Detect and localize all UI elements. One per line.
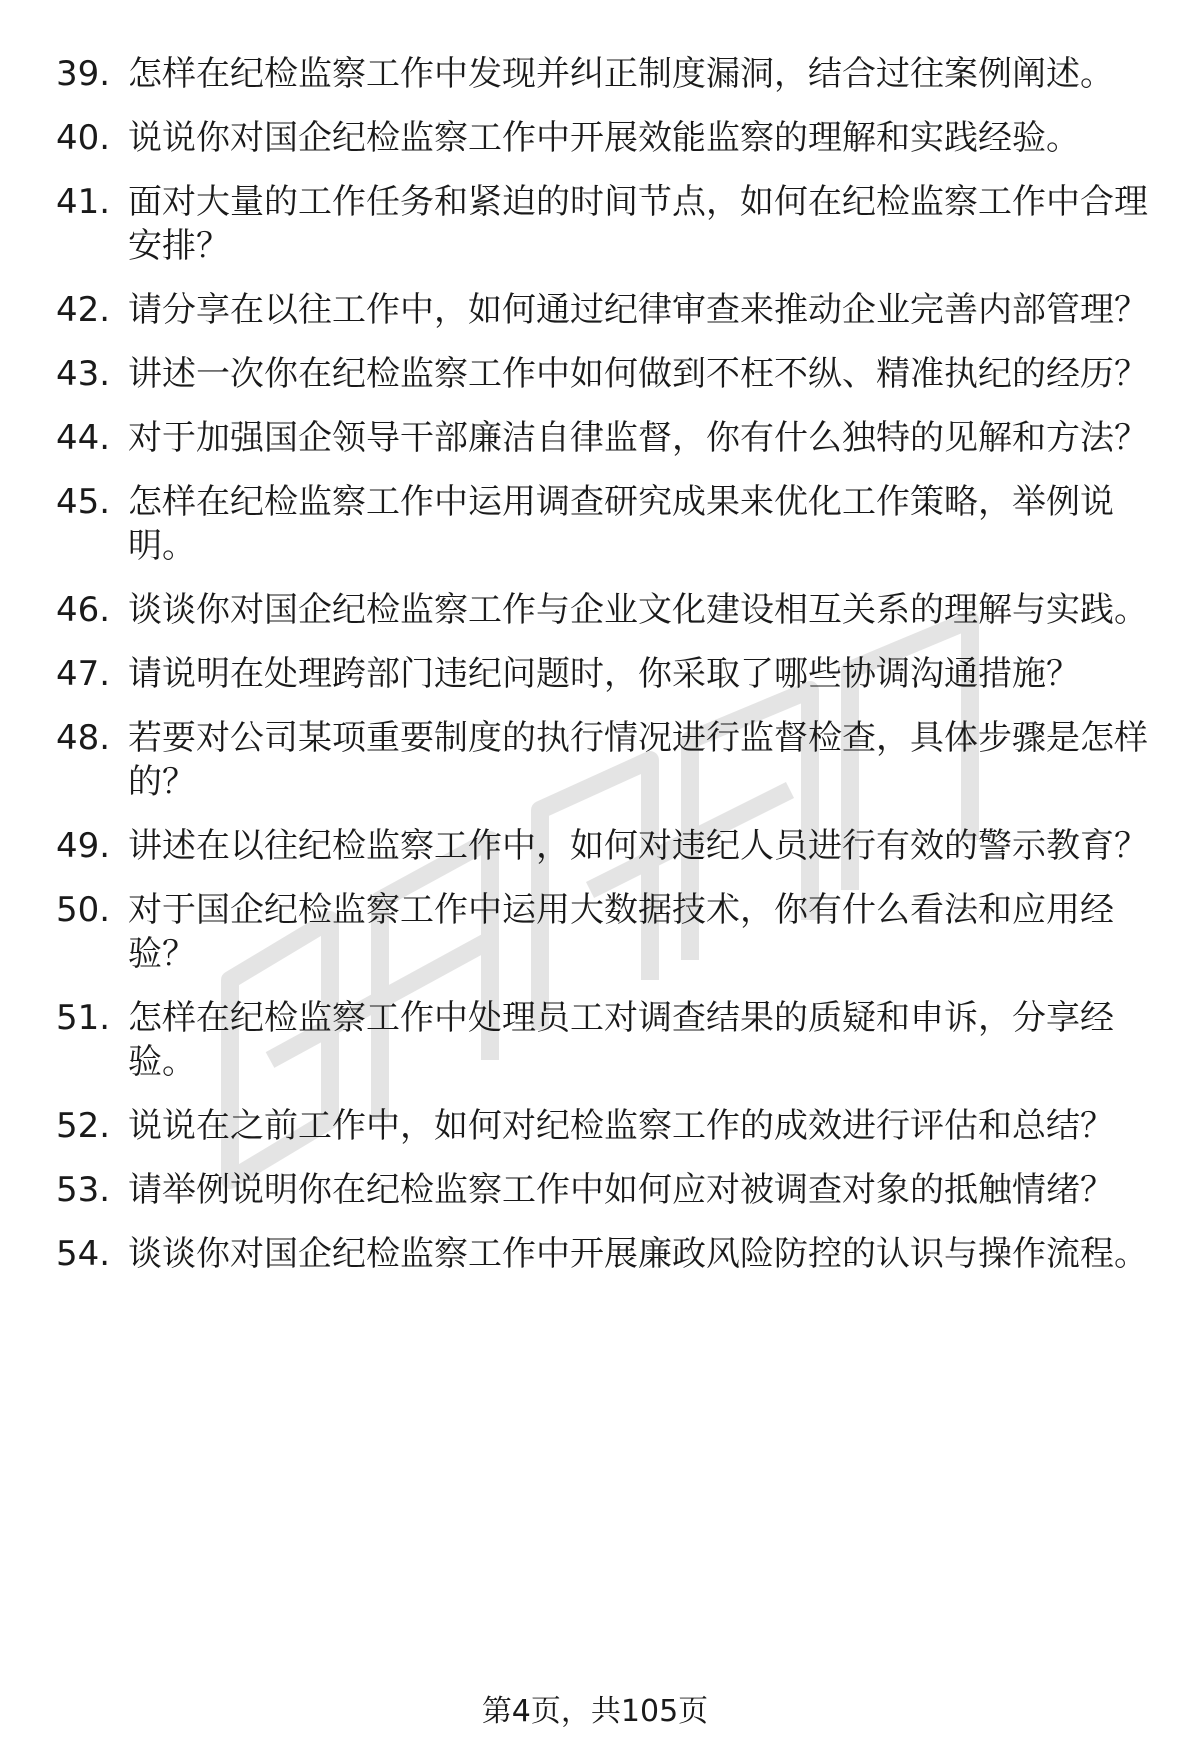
question-text: 讲述在以往纪检监察工作中，如何对违纪人员进行有效的警示教育？: [128, 826, 1148, 866]
page-footer: 第4页，共105页: [481, 1694, 709, 1729]
list-item: [56, 480, 1156, 568]
question-text: 讲述一次你在纪检监察工作中如何做到不枉不纵、精准执纪的经历？: [128, 354, 1148, 394]
question-number: 46.: [56, 590, 111, 630]
question-list: [56, 52, 1156, 1296]
list-item: [56, 888, 1156, 976]
question-number: 52.: [56, 1106, 111, 1146]
list-item: [56, 652, 1156, 696]
question-number: 41.: [56, 182, 111, 222]
question-text: 请分享在以往工作中，如何通过纪律审查来推动企业完善内部管理？: [128, 290, 1148, 330]
question-number: 39.: [56, 54, 111, 94]
list-item: [56, 52, 1156, 96]
list-item: [56, 996, 1156, 1084]
question-text: 怎样在纪检监察工作中处理员工对调查结果的质疑和申诉，分享经验。: [128, 998, 1114, 1082]
list-item: [56, 352, 1156, 396]
list-item: [56, 416, 1156, 460]
question-text: 对于国企纪检监察工作中运用大数据技术，你有什么看法和应用经验？: [128, 890, 1114, 974]
question-text: 请举例说明你在纪检监察工作中如何应对被调查对象的抵触情绪？: [128, 1170, 1114, 1210]
question-text: 谈谈你对国企纪检监察工作与企业文化建设相互关系的理解与实践。: [128, 590, 1148, 630]
list-item: [56, 288, 1156, 332]
question-text: 说说你对国企纪检监察工作中开展效能监察的理解和实践经验。: [128, 118, 1080, 158]
question-number: 45.: [56, 482, 111, 522]
question-text: 谈谈你对国企纪检监察工作中开展廉政风险防控的认识与操作流程。: [128, 1234, 1148, 1274]
question-number: 54.: [56, 1234, 111, 1274]
list-item: [56, 716, 1156, 804]
question-text: 请说明在处理跨部门违纪问题时，你采取了哪些协调沟通措施？: [128, 654, 1080, 694]
question-number: 44.: [56, 418, 111, 458]
list-item: [56, 116, 1156, 160]
question-number: 48.: [56, 718, 111, 758]
question-text: 面对大量的工作任务和紧迫的时间节点，如何在纪检监察工作中合理安排？: [128, 182, 1148, 266]
question-number: 40.: [56, 118, 111, 158]
question-number: 43.: [56, 354, 111, 394]
question-number: 47.: [56, 654, 111, 694]
question-text: 若要对公司某项重要制度的执行情况进行监督检查，具体步骤是怎样的？: [128, 718, 1148, 802]
question-text: 怎样在纪检监察工作中运用调查研究成果来优化工作策略，举例说明。: [128, 482, 1114, 566]
question-text: 对于加强国企领导干部廉洁自律监督，你有什么独特的见解和方法？: [128, 418, 1148, 458]
list-item: [56, 1168, 1156, 1212]
list-item: [56, 180, 1156, 268]
question-text: 怎样在纪检监察工作中发现并纠正制度漏洞，结合过往案例阐述。: [128, 54, 1114, 94]
question-number: 42.: [56, 290, 111, 330]
question-number: 51.: [56, 998, 111, 1038]
question-text: 说说在之前工作中，如何对纪检监察工作的成效进行评估和总结？: [128, 1106, 1114, 1146]
list-item: [56, 1104, 1156, 1148]
question-number: 53.: [56, 1170, 111, 1210]
question-number: 49.: [56, 826, 111, 866]
list-item: [56, 1232, 1156, 1276]
question-number: 50.: [56, 890, 111, 930]
list-item: [56, 588, 1156, 632]
list-item: [56, 824, 1156, 868]
